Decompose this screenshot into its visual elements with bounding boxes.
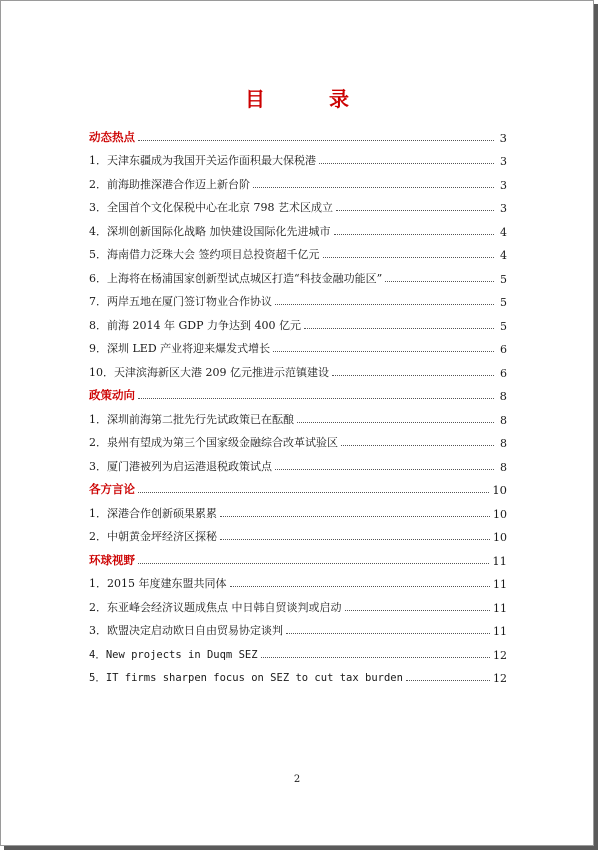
toc-entry-title: 1．天津东疆成为我国开关运作面积最大保税港: [89, 154, 316, 167]
toc-page-number: 10: [492, 483, 507, 497]
dot-leader: [138, 398, 494, 399]
dot-leader: [286, 633, 490, 634]
toc-entry-title: 动态热点: [89, 129, 135, 144]
dot-leader: [273, 351, 494, 352]
dot-leader: [230, 586, 491, 587]
toc-item[interactable]: [89, 568, 507, 592]
toc-page-number: 8: [500, 460, 507, 474]
toc-section-heading[interactable]: [89, 380, 507, 404]
toc-page-number: 11: [492, 553, 507, 568]
toc-entry-title: 2．泉州有望成为第三个国家级金融综合改革试验区: [89, 436, 338, 449]
toc-entry-title: 3．厦门港被列为启运港退税政策试点: [89, 459, 272, 473]
toc-entry-title: 2．前海助推深港合作迈上新台阶: [89, 177, 250, 191]
toc-entry-title: 6．上海将在杨浦国家创新型试点城区打造“科技金融功能区”: [89, 271, 383, 285]
dot-leader: [220, 539, 490, 540]
dot-leader: [385, 281, 494, 282]
dot-leader: [345, 610, 491, 611]
dot-leader: [138, 492, 489, 493]
toc-entry-title: 2．东亚峰会经济议题成焦点 中日韩自贸谈判或启动: [89, 600, 342, 614]
toc-entry-title: 1．深圳前海第二批先行先试政策已在酝酿: [89, 412, 294, 426]
toc-item[interactable]: [89, 403, 507, 427]
toc-page-number: 8: [500, 413, 507, 427]
toc-item[interactable]: [89, 286, 507, 310]
toc-entry-title: 4．New projects in Duqm SEZ: [89, 648, 258, 661]
toc-page-number: 5: [500, 296, 507, 309]
toc-entry-title: 1．2015 年度建东盟共同体: [89, 577, 227, 590]
toc-page-number: 5: [500, 319, 507, 333]
table-of-contents: [89, 121, 507, 685]
toc-page-number: 8: [499, 389, 507, 403]
dot-leader: [323, 257, 495, 258]
toc-entry-title: 3．欧盟决定启动欧日自由贸易协定谈判: [89, 624, 283, 637]
toc-item[interactable]: [89, 521, 507, 545]
toc-page-number: 11: [493, 601, 507, 615]
toc-section-heading[interactable]: [89, 474, 507, 498]
dot-leader: [304, 328, 494, 329]
toc-entry-title: 8．前海 2014 年 GDP 力争达到 400 亿元: [89, 318, 301, 332]
toc-item[interactable]: [89, 591, 507, 615]
toc-item[interactable]: [89, 333, 507, 357]
page-title: 目 录: [245, 87, 371, 111]
toc-entry-title: 1．深港合作创新硕果累累: [89, 506, 217, 520]
toc-page-number: 11: [493, 578, 507, 591]
dot-leader: [138, 140, 494, 141]
toc-page-number: 6: [500, 366, 507, 380]
toc-item[interactable]: [89, 427, 507, 451]
toc-page-number: 10: [493, 531, 507, 544]
toc-entry-title: 7．两岸五地在厦门签订物业合作协议: [89, 295, 272, 308]
toc-page-number: 10: [493, 507, 507, 521]
dot-leader: [319, 163, 494, 164]
dot-leader: [253, 187, 494, 188]
toc-item[interactable]: [89, 145, 507, 169]
toc-item[interactable]: [89, 215, 507, 239]
toc-page-number: 3: [500, 155, 507, 168]
toc-entry-title: 2．中朝黄金坪经济区探秘: [89, 530, 217, 543]
toc-entry-title: 3．全国首个文化保税中心在北京 798 艺术区成立: [89, 201, 333, 214]
dot-leader: [406, 680, 490, 681]
dot-leader: [334, 234, 495, 235]
toc-item[interactable]: [89, 192, 507, 216]
dot-leader: [138, 563, 489, 564]
toc-page-number: 5: [500, 272, 507, 286]
toc-entry-title: 各方言论: [89, 482, 135, 496]
toc-entry-title: 环球视野: [89, 552, 135, 567]
toc-item[interactable]: [89, 168, 507, 192]
page-number: 2: [293, 774, 301, 785]
toc-item[interactable]: [89, 450, 507, 474]
toc-entry-title: 4．深圳创新国际化战略 加快建设国际化先进城市: [89, 224, 331, 238]
toc-entry-title: 5．海南借力泛珠大会 签约项目总投资超千亿元: [89, 248, 320, 261]
toc-item[interactable]: [89, 356, 507, 380]
dot-leader: [332, 375, 494, 376]
dot-leader: [275, 304, 494, 305]
toc-item[interactable]: [89, 615, 507, 639]
toc-item[interactable]: [89, 497, 507, 521]
toc-entry-title: 9．深圳 LED 产业将迎来爆发式增长: [89, 342, 271, 355]
toc-page-number: 3: [500, 202, 507, 215]
toc-page-number: 11: [493, 625, 507, 638]
toc-page-number: 3: [500, 178, 507, 192]
toc-item[interactable]: [89, 662, 507, 686]
dot-leader: [341, 445, 494, 446]
toc-entry-title: 10．天津滨海新区大港 209 亿元推进示范镇建设: [89, 365, 329, 379]
dot-leader: [261, 657, 490, 658]
toc-page-number: 12: [493, 672, 507, 685]
dot-leader: [336, 210, 494, 211]
dot-leader: [220, 516, 490, 517]
toc-item[interactable]: [89, 262, 507, 286]
toc-page-number: 8: [500, 437, 507, 450]
toc-page-number: 6: [500, 343, 507, 356]
toc-entry-title: 5．IT firms sharpen focus on SEZ to cut tax burden: [89, 672, 403, 684]
dot-leader: [297, 422, 494, 423]
toc-page-number: 12: [493, 648, 507, 662]
toc-item[interactable]: [89, 638, 507, 662]
toc-page-number: 4: [500, 249, 507, 262]
toc-section-heading[interactable]: [89, 544, 507, 568]
toc-item[interactable]: [89, 309, 507, 333]
toc-page-number: 4: [500, 225, 507, 239]
toc-entry-title: 政策动向: [89, 388, 135, 402]
toc-item[interactable]: [89, 239, 507, 263]
toc-page-number: 3: [499, 130, 507, 145]
toc-section-heading[interactable]: [89, 121, 507, 145]
dot-leader: [275, 469, 494, 470]
